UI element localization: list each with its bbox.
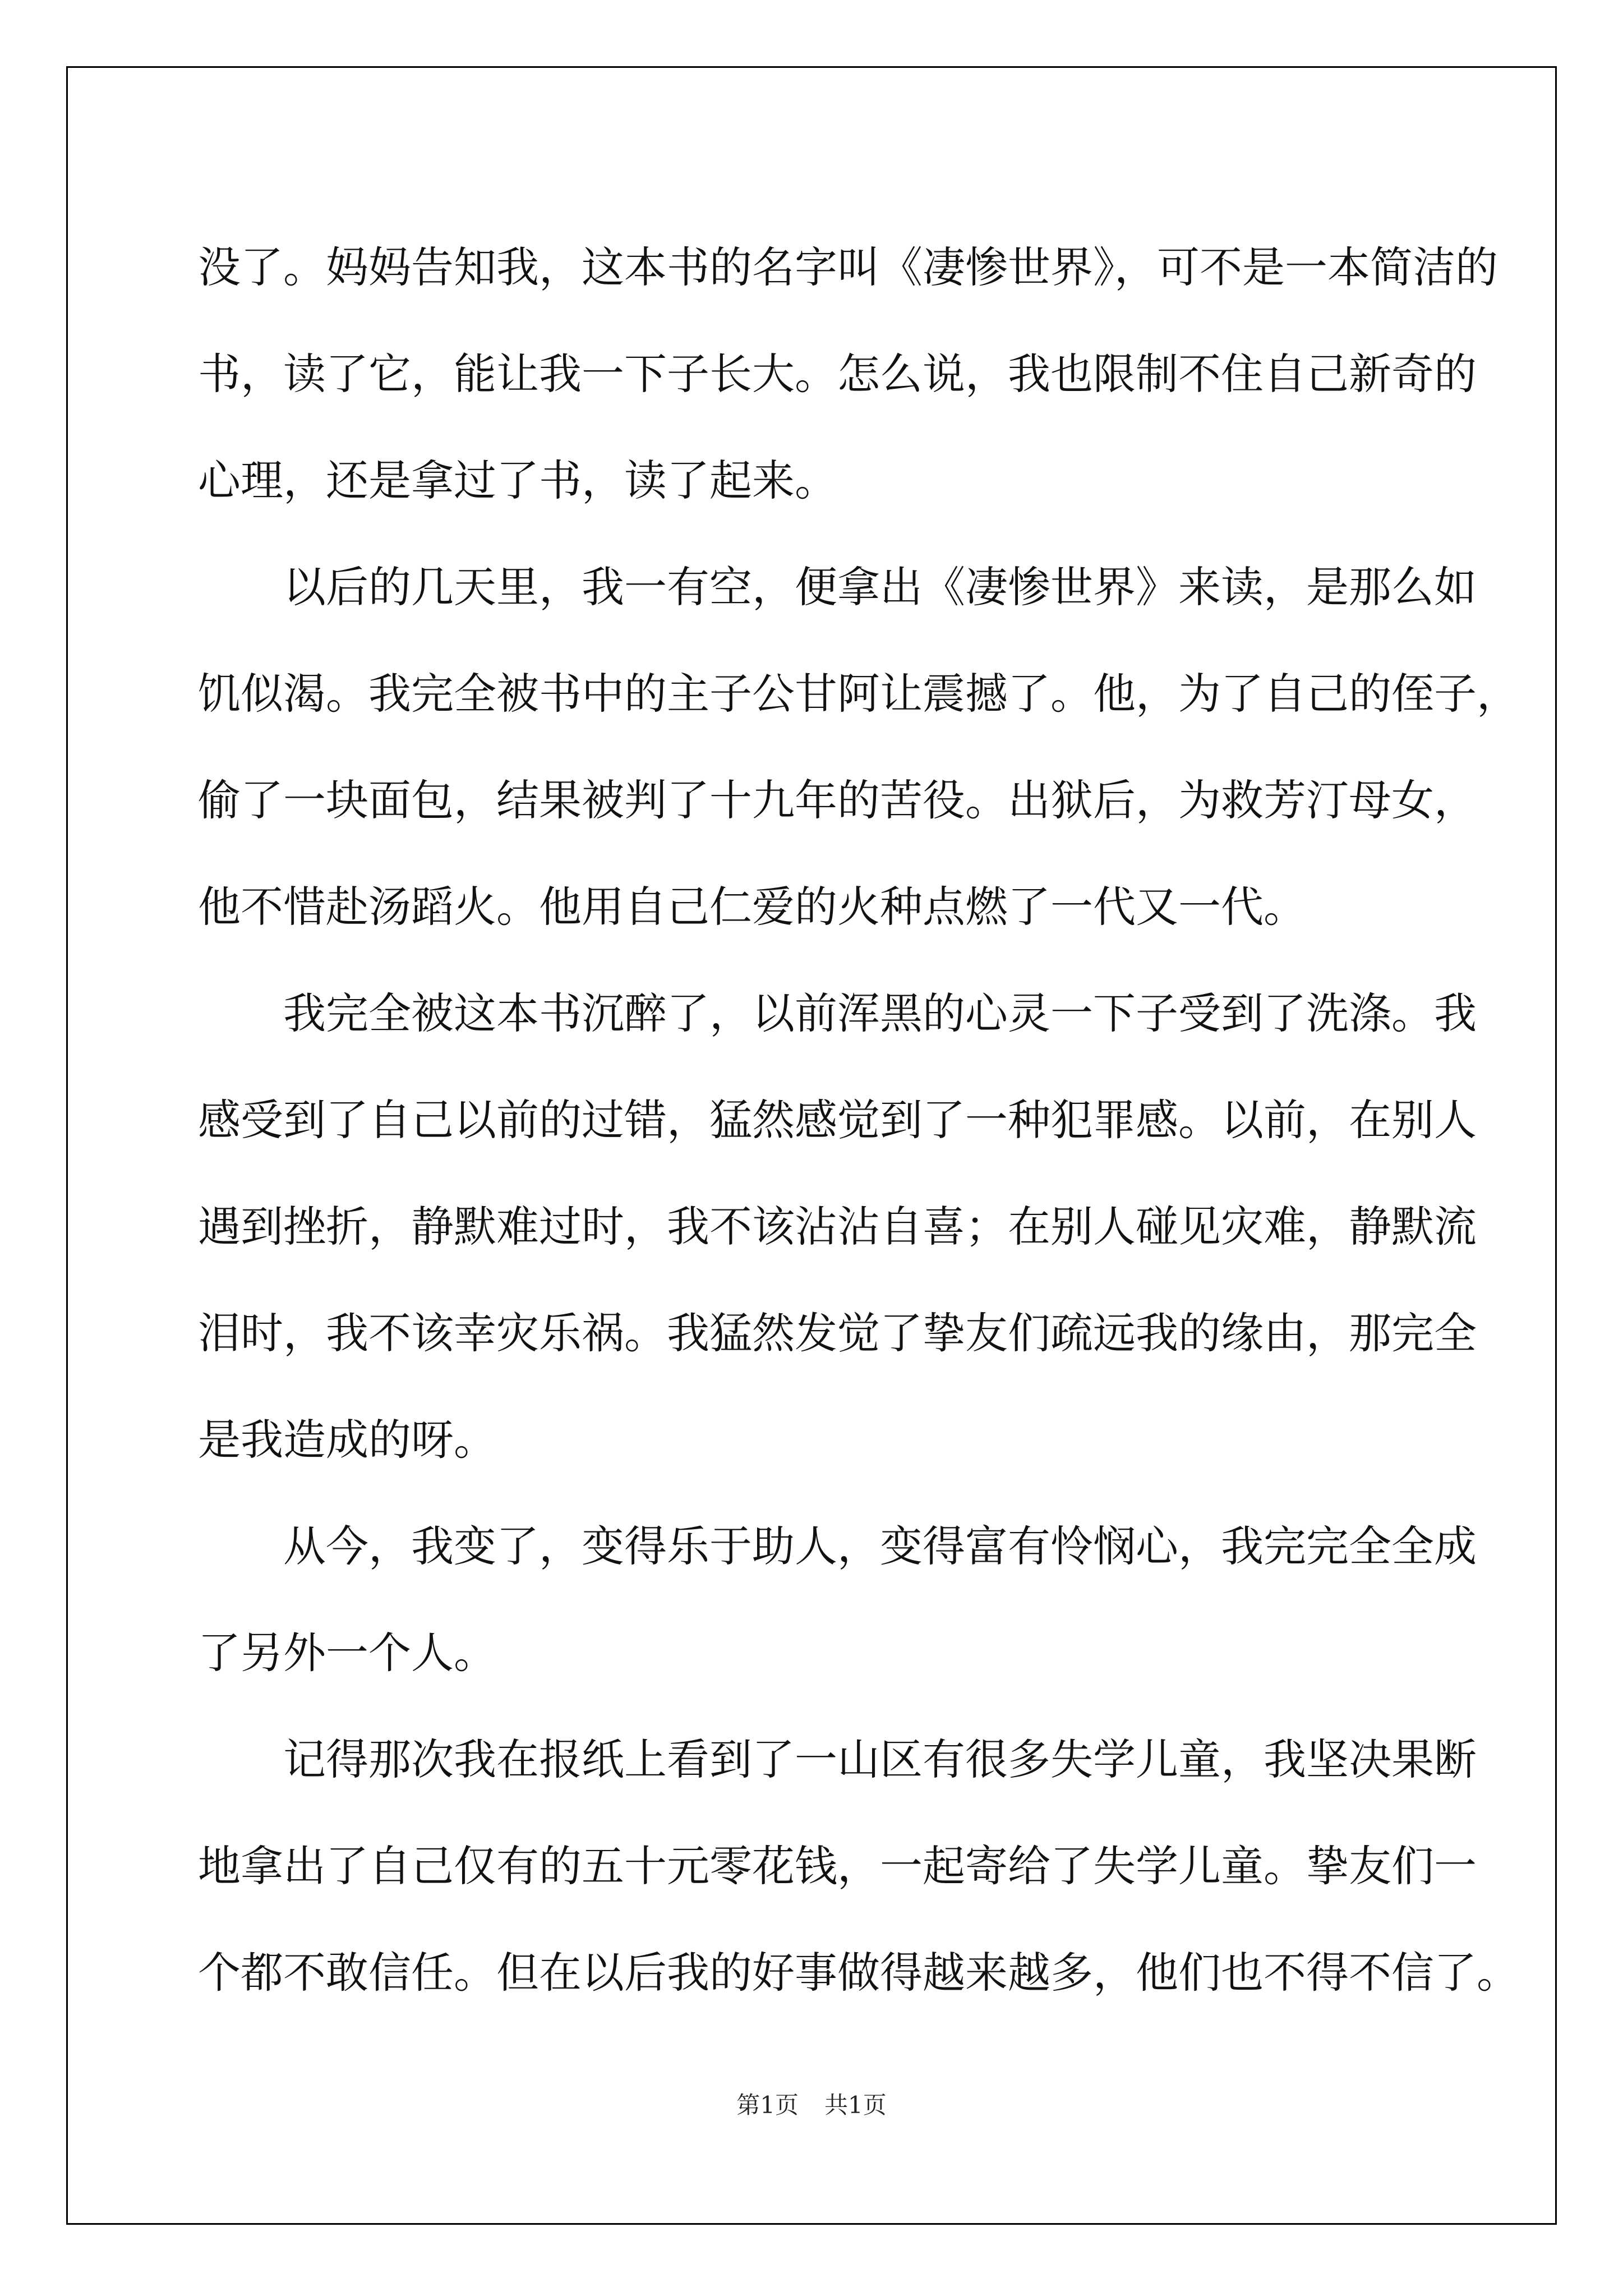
text-line: 从今，我变了，变得乐于助人，变得富有怜悯心，我完完全全成 [283, 1521, 1477, 1571]
text-line: 我完全被这本书沉醉了，以前浑黑的心灵一下子受到了洗涤。我 [283, 988, 1477, 1038]
text-line: 地拿出了自己仅有的五十元零花钱，一起寄给了失学儿童。挚友们一 [198, 1841, 1477, 1891]
text-line: 没了。妈妈告知我，这本书的名字叫《凄惨世界》，可不是一本简洁的 [198, 242, 1498, 292]
text-line: 他不惜赴汤蹈火。他用自己仁爱的火种点燃了一代又一代。 [198, 882, 1306, 932]
page-number-current: 第1页 [736, 2091, 799, 2119]
page-footer [0, 2087, 1623, 2120]
document-body [198, 214, 1519, 2026]
text-line: 书，读了它，能让我一下子长大。怎么说，我也限制不住自己新奇的 [198, 349, 1477, 399]
text-line: 个都不敢信任。但在以后我的好事做得越来越多，他们也不得不信了。 [198, 1948, 1519, 1998]
text-line: 了另外一个人。 [198, 1628, 496, 1678]
text-line: 泪时，我不该幸灾乐祸。我猛然发觉了挚友们疏远我的缘由，那完全 [198, 1308, 1477, 1358]
text-line: 以后的几天里，我一有空，便拿出《凄惨世界》来读，是那么如 [283, 562, 1477, 612]
page-number-total: 共1页 [824, 2091, 887, 2119]
text-line: 偷了一块面包，结果被判了十九年的苦役。出狱后，为救芳汀母女， [198, 775, 1477, 825]
text-line: 遇到挫折，静默难过时，我不该沾沾自喜；在别人碰见灾难，静默流 [198, 1202, 1477, 1251]
text-line: 感受到了自己以前的过错，猛然感觉到了一种犯罪感。以前，在别人 [198, 1095, 1477, 1145]
text-line: 记得那次我在报纸上看到了一山区有很多失学儿童，我坚决果断 [283, 1734, 1477, 1784]
text-line: 饥似渴。我完全被书中的主子公甘阿让震撼了。他，为了自己的侄子， [198, 669, 1519, 719]
text-line: 心理，还是拿过了书，读了起来。 [198, 455, 837, 505]
text-line: 是我造成的呀。 [198, 1415, 496, 1465]
